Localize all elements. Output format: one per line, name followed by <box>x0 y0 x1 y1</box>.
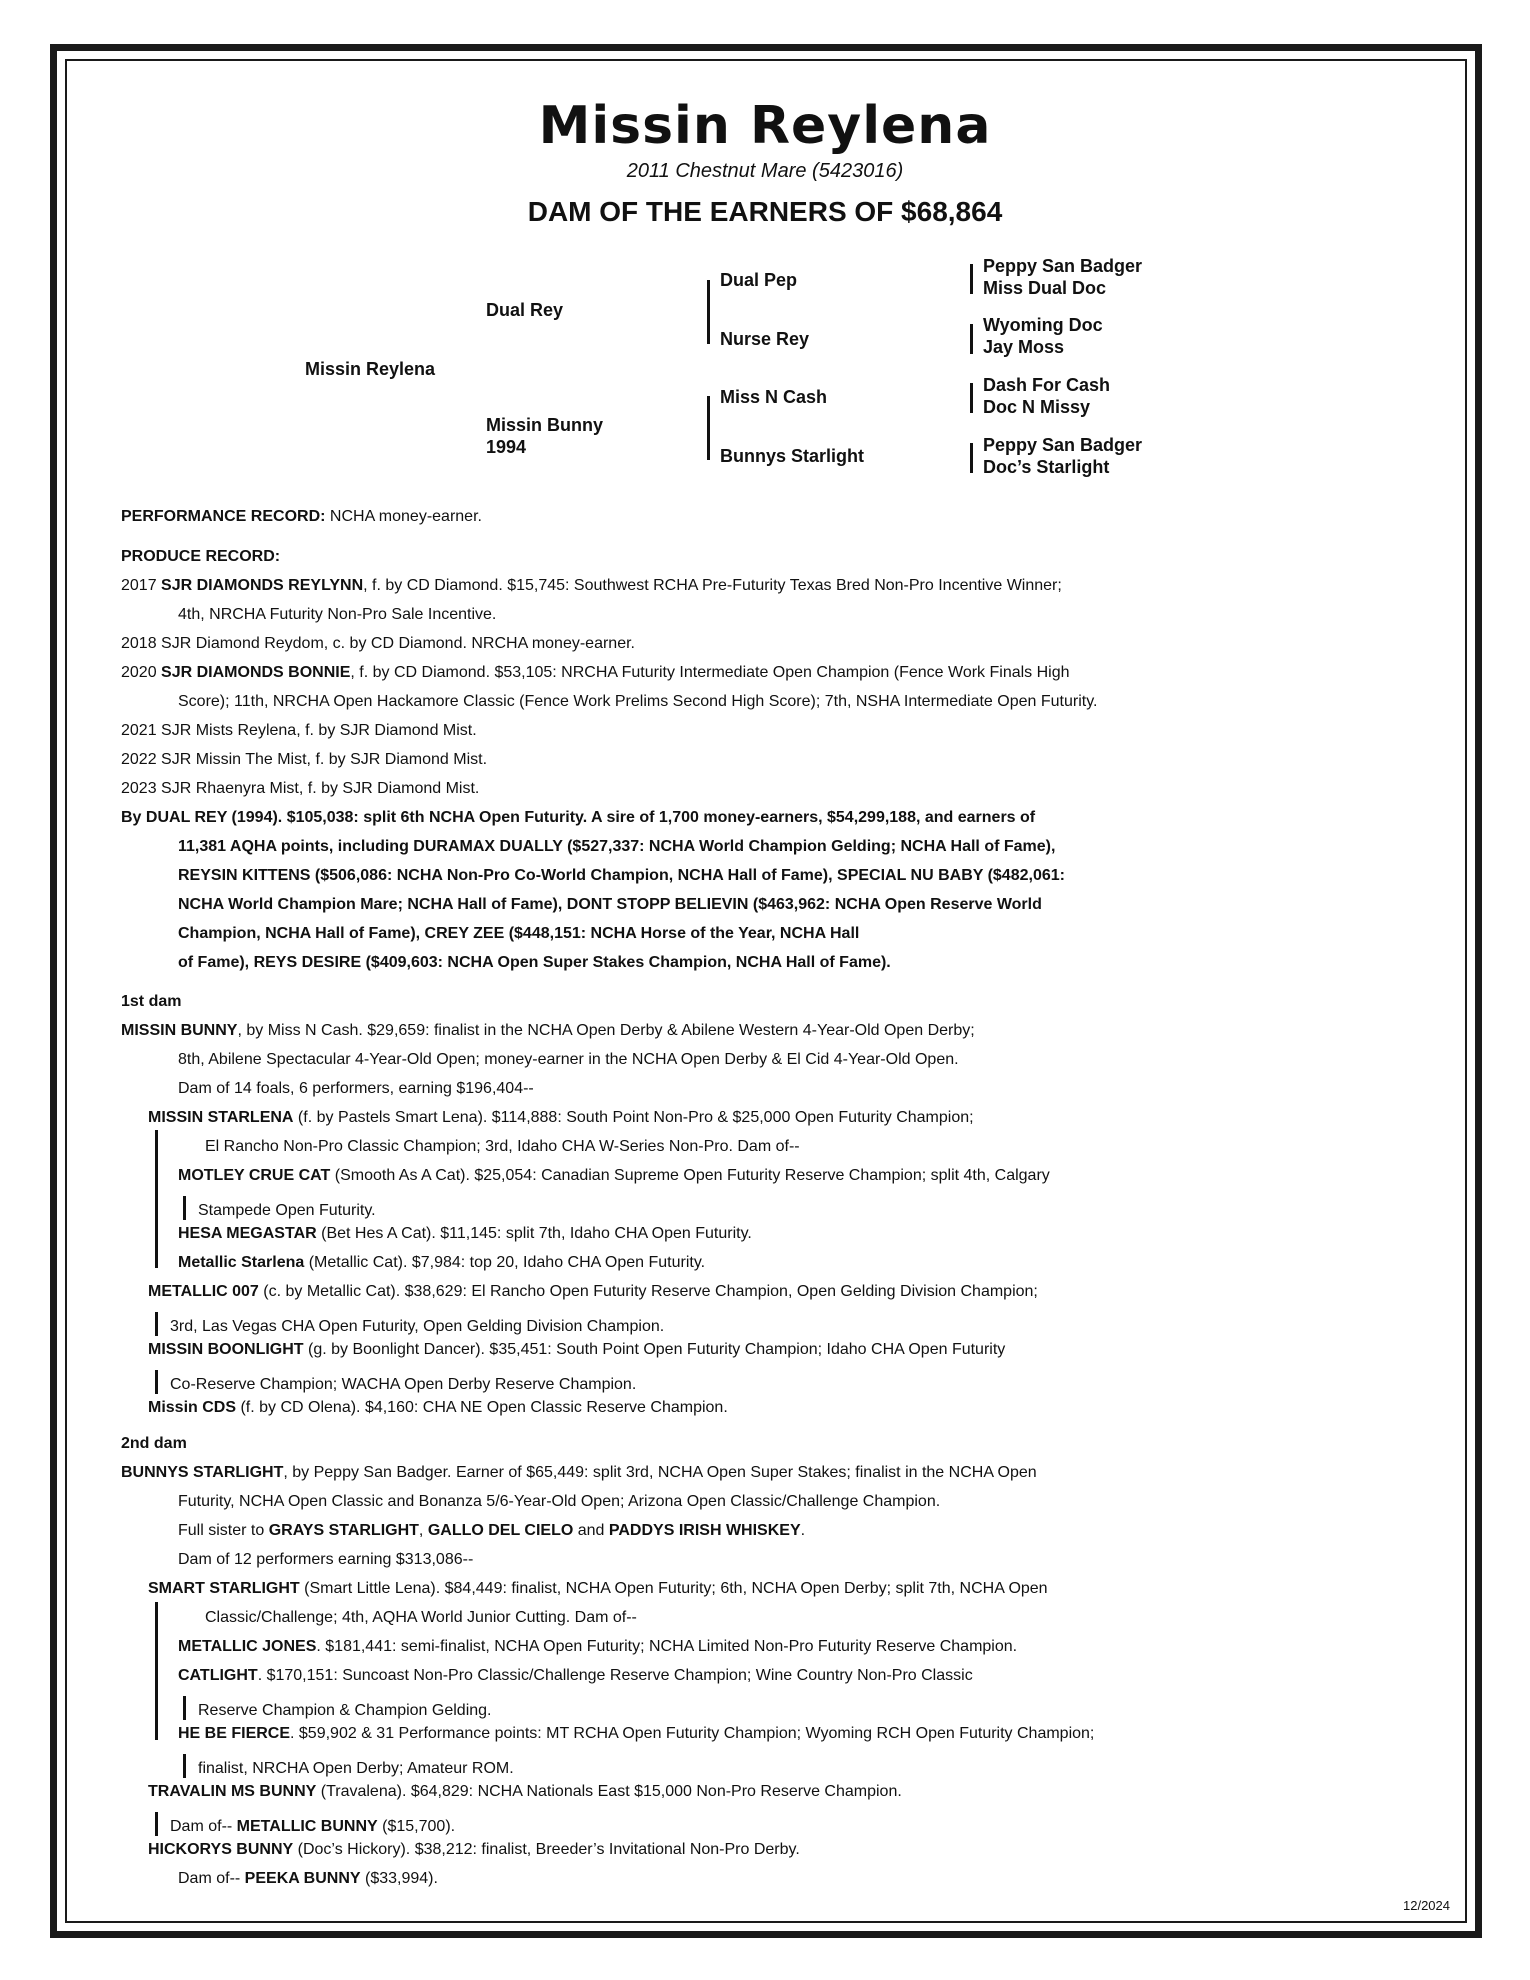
indent-bar <box>155 1370 158 1394</box>
pedigree-dam-dam: Bunnys Starlight <box>720 446 865 466</box>
offspring-name: Missin CDS <box>148 1399 237 1416</box>
offspring-cont-text: 3rd, Las Vegas CHA Open Futurity, Open Gelding Division Champion. <box>170 1318 665 1335</box>
offspring-cont-text: Dam of-- <box>178 1870 245 1887</box>
first-dam <box>121 1022 975 1040</box>
horse-description: 2011 Chestnut Mare (5423016) <box>626 160 904 182</box>
produce-label: PRODUCE RECORD: <box>121 548 281 565</box>
offspring-entry <box>148 1783 902 1801</box>
pedigree-gen4: Wyoming Doc <box>983 315 1103 335</box>
offspring-name: CATLIGHT <box>178 1667 258 1684</box>
pedigree-bracket <box>970 383 973 413</box>
offspring-name: MISSIN BOONLIGHT <box>148 1341 304 1358</box>
offspring-entry <box>178 1167 1050 1185</box>
offspring-entry <box>148 1283 1038 1301</box>
offspring-name: MOTLEY CRUE CAT <box>178 1167 331 1184</box>
first-dam-cont: 8th, Abilene Spectacular 4-Year-Old Open; money-earner in the NCHA Open Derby & El Cid 4-Year-Old Open. <box>178 1051 959 1068</box>
offspring-name: METALLIC 007 <box>148 1283 259 1300</box>
offspring-name: HESA MEGASTAR <box>178 1225 317 1242</box>
offspring-cont <box>183 1754 514 1778</box>
pedigree-gen4: Miss Dual Doc <box>983 278 1107 298</box>
first-dam-cont: Dam of 14 foals, 6 performers, earning $196,404-- <box>178 1080 534 1097</box>
offspring-entry <box>178 1725 1094 1743</box>
pedigree-dam-sire: Miss N Cash <box>720 387 828 407</box>
produce-2022: 2022 SJR Missin The Mist, f. by SJR Diamond Mist. <box>121 751 488 768</box>
produce-detail: , f. by CD Diamond. $53,105: NRCHA Futurity Intermediate Open Champion (Fence Work Finals High <box>350 664 1070 681</box>
offspring-detail: . $59,902 & 31 Performance points: MT RCHA Open Futurity Champion; Wyoming RCH Open Futurity Champion; <box>290 1725 1095 1742</box>
offspring-name: MISSIN STARLENA <box>148 1109 294 1126</box>
offspring-detail: (Travalena). $64,829: NCHA Nationals East $15,000 Non-Pro Reserve Champion. <box>316 1783 902 1800</box>
pedigree-sire-sire: Dual Pep <box>720 270 798 290</box>
offspring-detail: ($15,700). <box>377 1818 456 1835</box>
offspring-cont-text: finalist, NRCHA Open Derby; Amateur ROM. <box>198 1760 514 1777</box>
offspring-detail: (Metallic Cat). $7,984: top 20, Idaho CHA Open Futurity. <box>304 1254 706 1271</box>
performance-label: PERFORMANCE RECORD: <box>121 508 326 525</box>
offspring-cont <box>155 1312 664 1336</box>
offspring-detail: (Smooth As A Cat). $25,054: Canadian Supreme Open Futurity Reserve Champion; split 4th, Calgary <box>330 1167 1050 1184</box>
pedigree-dam-year: 1994 <box>486 437 527 457</box>
offspring-cont-text: Reserve Champion & Champion Gelding. <box>198 1702 492 1719</box>
offspring-cont-text: Stampede Open Futurity. <box>198 1202 376 1219</box>
offspring-detail: (f. by CD Olena). $4,160: CHA NE Open Classic Reserve Champion. <box>236 1399 728 1416</box>
indent-bar <box>155 1130 158 1268</box>
second-dam-detail: , by Peppy San Badger. Earner of $65,449: split 3rd, NCHA Open Super Stakes; finalist in the NCHA Open <box>283 1464 1037 1481</box>
offspring-cont-text: Dam of-- <box>170 1818 237 1835</box>
pedigree-subject: Missin Reylena <box>305 359 436 379</box>
pedigree-sire-dam: Nurse Rey <box>720 329 810 349</box>
offspring-entry <box>148 1580 1048 1598</box>
indent-bar <box>183 1196 186 1220</box>
offspring-name: PEEKA BUNNY <box>244 1870 361 1887</box>
indent-bar <box>155 1312 158 1336</box>
produce-2018: 2018 SJR Diamond Reydom, c. by CD Diamond. NRCHA money-earner. <box>121 635 635 652</box>
produce-2020-cont: Score); 11th, NRCHA Open Hackamore Classic (Fence Work Prelims Second High Score); 7th, NSHA Intermediate Open Futurity. <box>178 693 1098 710</box>
offspring-name: Metallic Starlena <box>178 1254 305 1271</box>
offspring-detail: (g. by Boonlight Dancer). $35,451: South Point Open Futurity Champion; Idaho CHA Open Futurity <box>303 1341 1006 1358</box>
sister-text: . <box>800 1522 806 1539</box>
offspring-entry <box>178 1638 1017 1656</box>
offspring-cont <box>183 1696 491 1720</box>
offspring-name: HICKORYS BUNNY <box>148 1841 294 1858</box>
sister-name: PADDYS IRISH WHISKEY <box>608 1522 801 1539</box>
pedigree-gen4: Jay Moss <box>983 337 1065 357</box>
pedigree-bracket <box>707 396 710 460</box>
offspring-name: HE BE FIERCE <box>178 1725 291 1742</box>
performance-text: NCHA money-earner. <box>325 508 482 525</box>
offspring-detail: ($33,994). <box>360 1870 438 1887</box>
offspring-cont <box>155 1812 455 1836</box>
offspring-name: METALLIC JONES <box>178 1638 317 1655</box>
offspring-detail: (Bet Hes A Cat). $11,145: split 7th, Idaho CHA Open Futurity. <box>316 1225 752 1242</box>
footer-date: 12/2024 <box>1403 1898 1450 1913</box>
pedigree-gen4: Peppy San Badger <box>983 435 1143 455</box>
first-dam-label: 1st dam <box>121 993 182 1010</box>
pedigree-gen4: Peppy San Badger <box>983 256 1143 276</box>
horse-name: Missin Reylena <box>538 96 992 156</box>
pedigree-gen4: Dash For Cash <box>983 375 1111 395</box>
offspring-detail: (Doc’s Hickory). $38,212: finalist, Breeder’s Invitational Non-Pro Derby. <box>293 1841 800 1858</box>
pedigree-sire: Dual Rey <box>486 300 564 320</box>
offspring-detail: (c. by Metallic Cat). $38,629: El Rancho Open Futurity Reserve Champion, Open Gelding Division Champion; <box>258 1283 1038 1300</box>
pedigree-dam: Missin Bunny <box>486 415 604 435</box>
sire-summary: of Fame), REYS DESIRE ($409,603: NCHA Open Super Stakes Champion, NCHA Hall of Fame). <box>178 954 891 971</box>
offspring-detail: (f. by Pastels Smart Lena). $114,888: South Point Non-Pro & $25,000 Open Futurity Champion; <box>293 1109 974 1126</box>
second-dam-label: 2nd dam <box>121 1435 187 1452</box>
pedigree-bracket <box>707 280 710 344</box>
pedigree-gen4: Doc’s Starlight <box>983 457 1110 477</box>
dam-of-earners: DAM OF THE EARNERS OF $68,864 <box>527 196 1003 227</box>
full-sister-line <box>178 1522 805 1540</box>
performance-record <box>121 508 482 526</box>
offspring-entry <box>148 1399 728 1417</box>
offspring-detail: (Smart Little Lena). $84,449: finalist, NCHA Open Futurity; 6th, NCHA Open Derby; split 7th, NCHA Open <box>299 1580 1048 1597</box>
offspring-cont: Classic/Challenge; 4th, AQHA World Junior Cutting. Dam of-- <box>205 1609 637 1626</box>
sister-name: GALLO DEL CIELO <box>427 1522 574 1539</box>
pedigree-gen4: Doc N Missy <box>983 397 1091 417</box>
sister-text: , <box>418 1522 428 1539</box>
sister-name: GRAYS STARLIGHT <box>268 1522 419 1539</box>
offspring-entry <box>148 1841 800 1859</box>
indent-bar <box>183 1754 186 1778</box>
offspring-entry <box>178 1254 705 1272</box>
second-dam <box>121 1464 1037 1482</box>
sire-summary: REYSIN KITTENS ($506,086: NCHA Non-Pro Co-World Champion, NCHA Hall of Fame), SPECIAL NU BABY ($482,061: <box>178 867 1065 884</box>
produce-2017-cont: 4th, NRCHA Futurity Non-Pro Sale Incentive. <box>178 606 497 623</box>
produce-2021: 2021 SJR Mists Reylena, f. by SJR Diamond Mist. <box>121 722 477 739</box>
pedigree-bracket <box>970 324 973 354</box>
sister-text: Full sister to <box>178 1522 269 1539</box>
first-dam-name: MISSIN BUNNY <box>121 1022 238 1039</box>
sister-text: and <box>573 1522 609 1539</box>
first-dam-detail: , by Miss N Cash. $29,659: finalist in the NCHA Open Derby & Abilene Western 4-Year-Old Open Derby; <box>237 1022 975 1039</box>
produce-2017 <box>121 577 1062 595</box>
offspring-cont <box>155 1370 636 1394</box>
offspring-cont <box>178 1870 438 1888</box>
sire-summary: NCHA World Champion Mare; NCHA Hall of Fame), DONT STOPP BELIEVIN ($463,962: NCHA Open Reserve World <box>178 896 1042 913</box>
offspring-name: TRAVALIN MS BUNNY <box>148 1783 317 1800</box>
sire-summary: By DUAL REY (1994). $105,038: split 6th NCHA Open Futurity. A sire of 1,700 money-earners, $54,299,188, and earners of <box>121 809 1036 826</box>
produce-year: 2020 <box>121 664 162 681</box>
sire-summary: 11,381 AQHA points, including DURAMAX DUALLY ($527,337: NCHA World Champion Gelding; NCHA Hall of Fame), <box>178 838 1056 855</box>
produce-2023: 2023 SJR Rhaenyra Mist, f. by SJR Diamond Mist. <box>121 780 480 797</box>
second-dam-name: BUNNYS STARLIGHT <box>121 1464 284 1481</box>
produce-detail: , f. by CD Diamond. $15,745: Southwest RCHA Pre-Futurity Texas Bred Non-Pro Incentive Winner; <box>363 577 1062 594</box>
offspring-entry <box>178 1667 973 1685</box>
pedigree-bracket <box>970 264 973 294</box>
second-dam-cont: Futurity, NCHA Open Classic and Bonanza 5/6-Year-Old Open; Arizona Open Classic/Challenge Champion. <box>178 1493 941 1510</box>
offspring-entry <box>178 1225 752 1243</box>
offspring-cont: El Rancho Non-Pro Classic Champion; 3rd, Idaho CHA W-Series Non-Pro. Dam of-- <box>205 1138 800 1155</box>
offspring-name: SMART STARLIGHT <box>148 1580 300 1597</box>
offspring-cont <box>183 1196 376 1220</box>
indent-bar <box>155 1812 158 1836</box>
offspring-detail: . $181,441: semi-finalist, NCHA Open Futurity; NCHA Limited Non-Pro Futurity Reserve Champion. <box>316 1638 1018 1655</box>
pedigree-bracket <box>970 443 973 473</box>
produce-name: SJR DIAMONDS REYLYNN <box>161 577 364 594</box>
offspring-name: METALLIC BUNNY <box>236 1818 378 1835</box>
offspring-detail: . $170,151: Suncoast Non-Pro Classic/Challenge Reserve Champion; Wine Country Non-Pro Classic <box>257 1667 973 1684</box>
sire-summary: Champion, NCHA Hall of Fame), CREY ZEE ($448,151: NCHA Horse of the Year, NCHA Hall <box>178 925 860 942</box>
second-dam-cont: Dam of 12 performers earning $313,086-- <box>178 1551 474 1568</box>
offspring-entry <box>148 1341 1005 1359</box>
indent-bar <box>155 1602 158 1740</box>
indent-bar <box>183 1696 186 1720</box>
offspring-entry <box>148 1109 974 1127</box>
offspring-cont-text: Co-Reserve Champion; WACHA Open Derby Reserve Champion. <box>170 1376 637 1393</box>
produce-year: 2017 <box>121 577 162 594</box>
produce-name: SJR DIAMONDS BONNIE <box>161 664 351 681</box>
produce-2020 <box>121 664 1070 682</box>
